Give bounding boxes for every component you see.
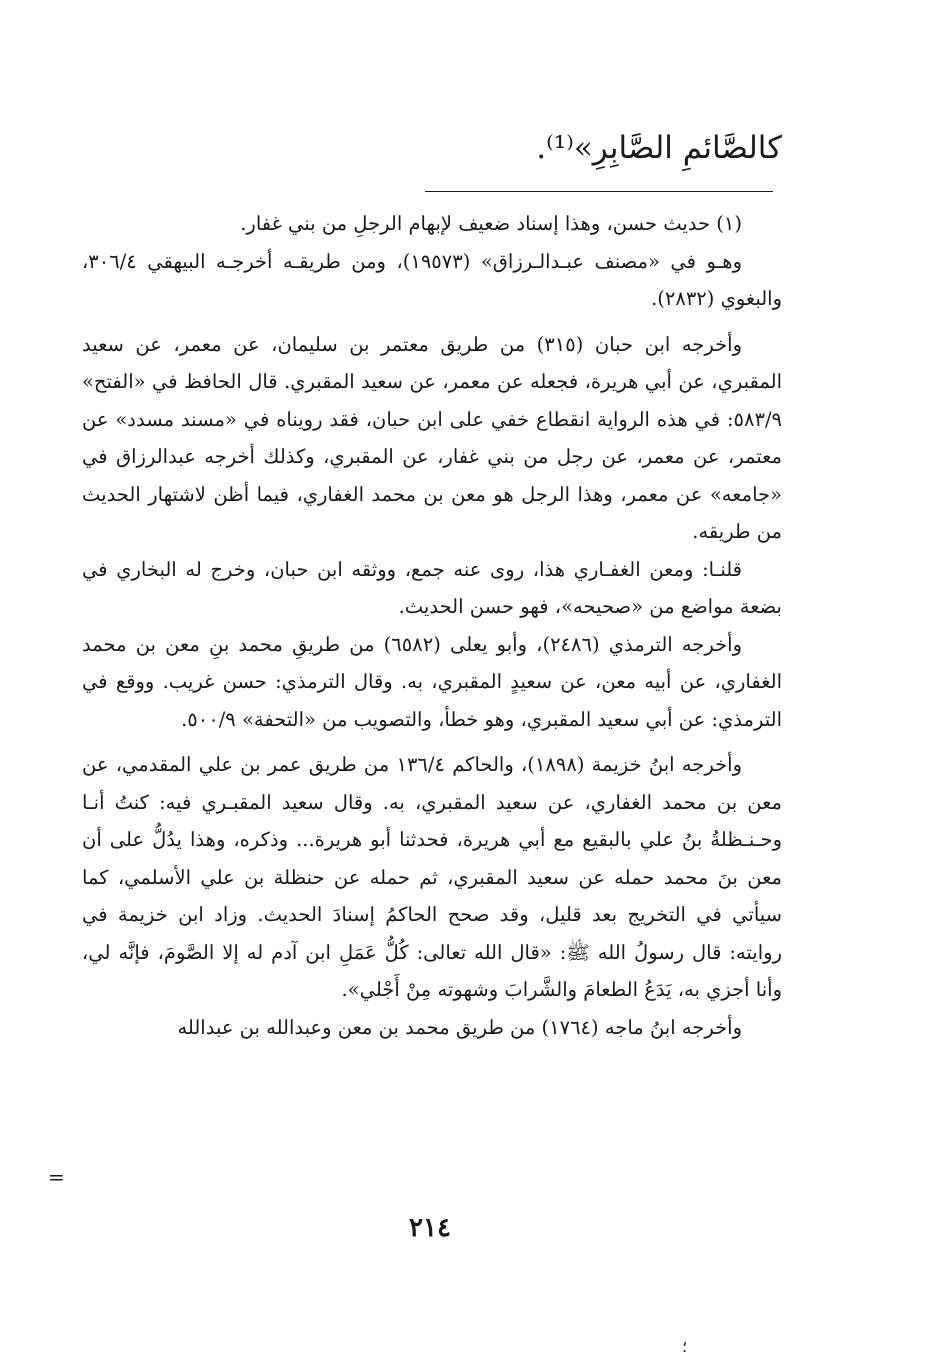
footnotes-block (82, 205, 782, 1046)
footnote-paragraph: وأخرجه ابنُ خزيمة (١٨٩٨)، والحاكم ١٣٦/٤ من طريق عمر بن علي المقدمي، عن معن بن محمد الغفاري، عن سعيد المقبري، به. وقال سعيد المقبـري فيه: كنتُ أنـا وحـنـظلةُ بنُ علي بالبقيع مع أبي هريرة، فحدثنا أبو هريرة... وذكره، وهذا يدُلُّ على أن معن بنَ محمد حمله عن سعيد المقبري، ثم حمله عن حنظلة بن علي الأسلمي، كما سيأتي في التخريج بعد قليل، وقد صحح الحاكمُ إسنادَ الحديث. وزاد ابن خزيمة في روايته: قال رسولُ الله ﷺ: «قال الله تعالى: كُلُّ عَمَلِ ابن آدم له إلا الصَّومَ، فإنَّه لي، وأنا أجزي به، يَدَعُ الطعامَ والشَّرابَ وشهوته مِنْ أَجْلي». (82, 753, 782, 1001)
footnote-paragraph: وأخرجه ابن حبان (٣١٥) من طريق معتمر بن سليمان، عن معمر، عن سعيد المقبري، عن أبي هريرة، فجعله عن معمر، عن سعيد المقبري. قال الحافظ في «الفتح» ٥٨٣/٩: في هذه الرواية انقطاع خفي على ابن حبان، فقد رويناه في «مسند مسدد» عن معتمر، عن معمر، عن رجل من بني غفار، عن المقبري، وكذلك أخرجه عبدالرزاق في «جامعه» عن معمر، وهذا الرجل هو معن بن محمد الغفاري، فيما أظن لاشتهار الحديث من طريقه. (82, 332, 782, 543)
footnote-paragraph: (١) حديث حسن، وهذا إسناد ضعيف لإبهام الرجلِ من بني غفار. (240, 212, 742, 235)
bottom-mark: ؛ (682, 1337, 688, 1356)
main-text-line: كالصَّائمِ الصَّابِرِ»⁽¹⁾. (536, 130, 782, 166)
footnote-paragraph: قلنـا: ومعن الغفـاري هذا، روى عنه جمع، ووثقه ابن حبان، وخرج له البخاري في بضعة مواضع من «صحيحه»، فهو حسن الحديث. (82, 557, 782, 618)
page-number: ٢١٤ (409, 1213, 451, 1243)
footnote-separator (425, 191, 773, 192)
footnote-paragraph: وأخرجه الترمذي (٢٤٨٦)، وأبو يعلى (٦٥٨٢) من طريقِ محمد بنِ معن بن محمد الغفاري، عن أبيه معن، عن سعيدٍ المقبري، به. وقال الترمذي: حسن غريب. ووقع في الترمذي: عن أبي سعيد المقبري، وهو خطأ، والتصويب من «التحفة» ٥٠٠/٩. (82, 632, 782, 731)
continuation-mark: = (48, 1165, 65, 1189)
footnote-paragraph: وهـو في «مصنف عبـدالـرزاق» (١٩٥٧٣)، ومن طريقـه أخرجـه البيهقي ٣٠٦/٤، والبغوي (٢٨٣٢). (82, 249, 782, 310)
footnote-paragraph: وأخرجه ابنُ ماجه (١٧٦٤) من طريق محمد بن معن وعبدالله بن عبدالله (177, 1015, 742, 1039)
